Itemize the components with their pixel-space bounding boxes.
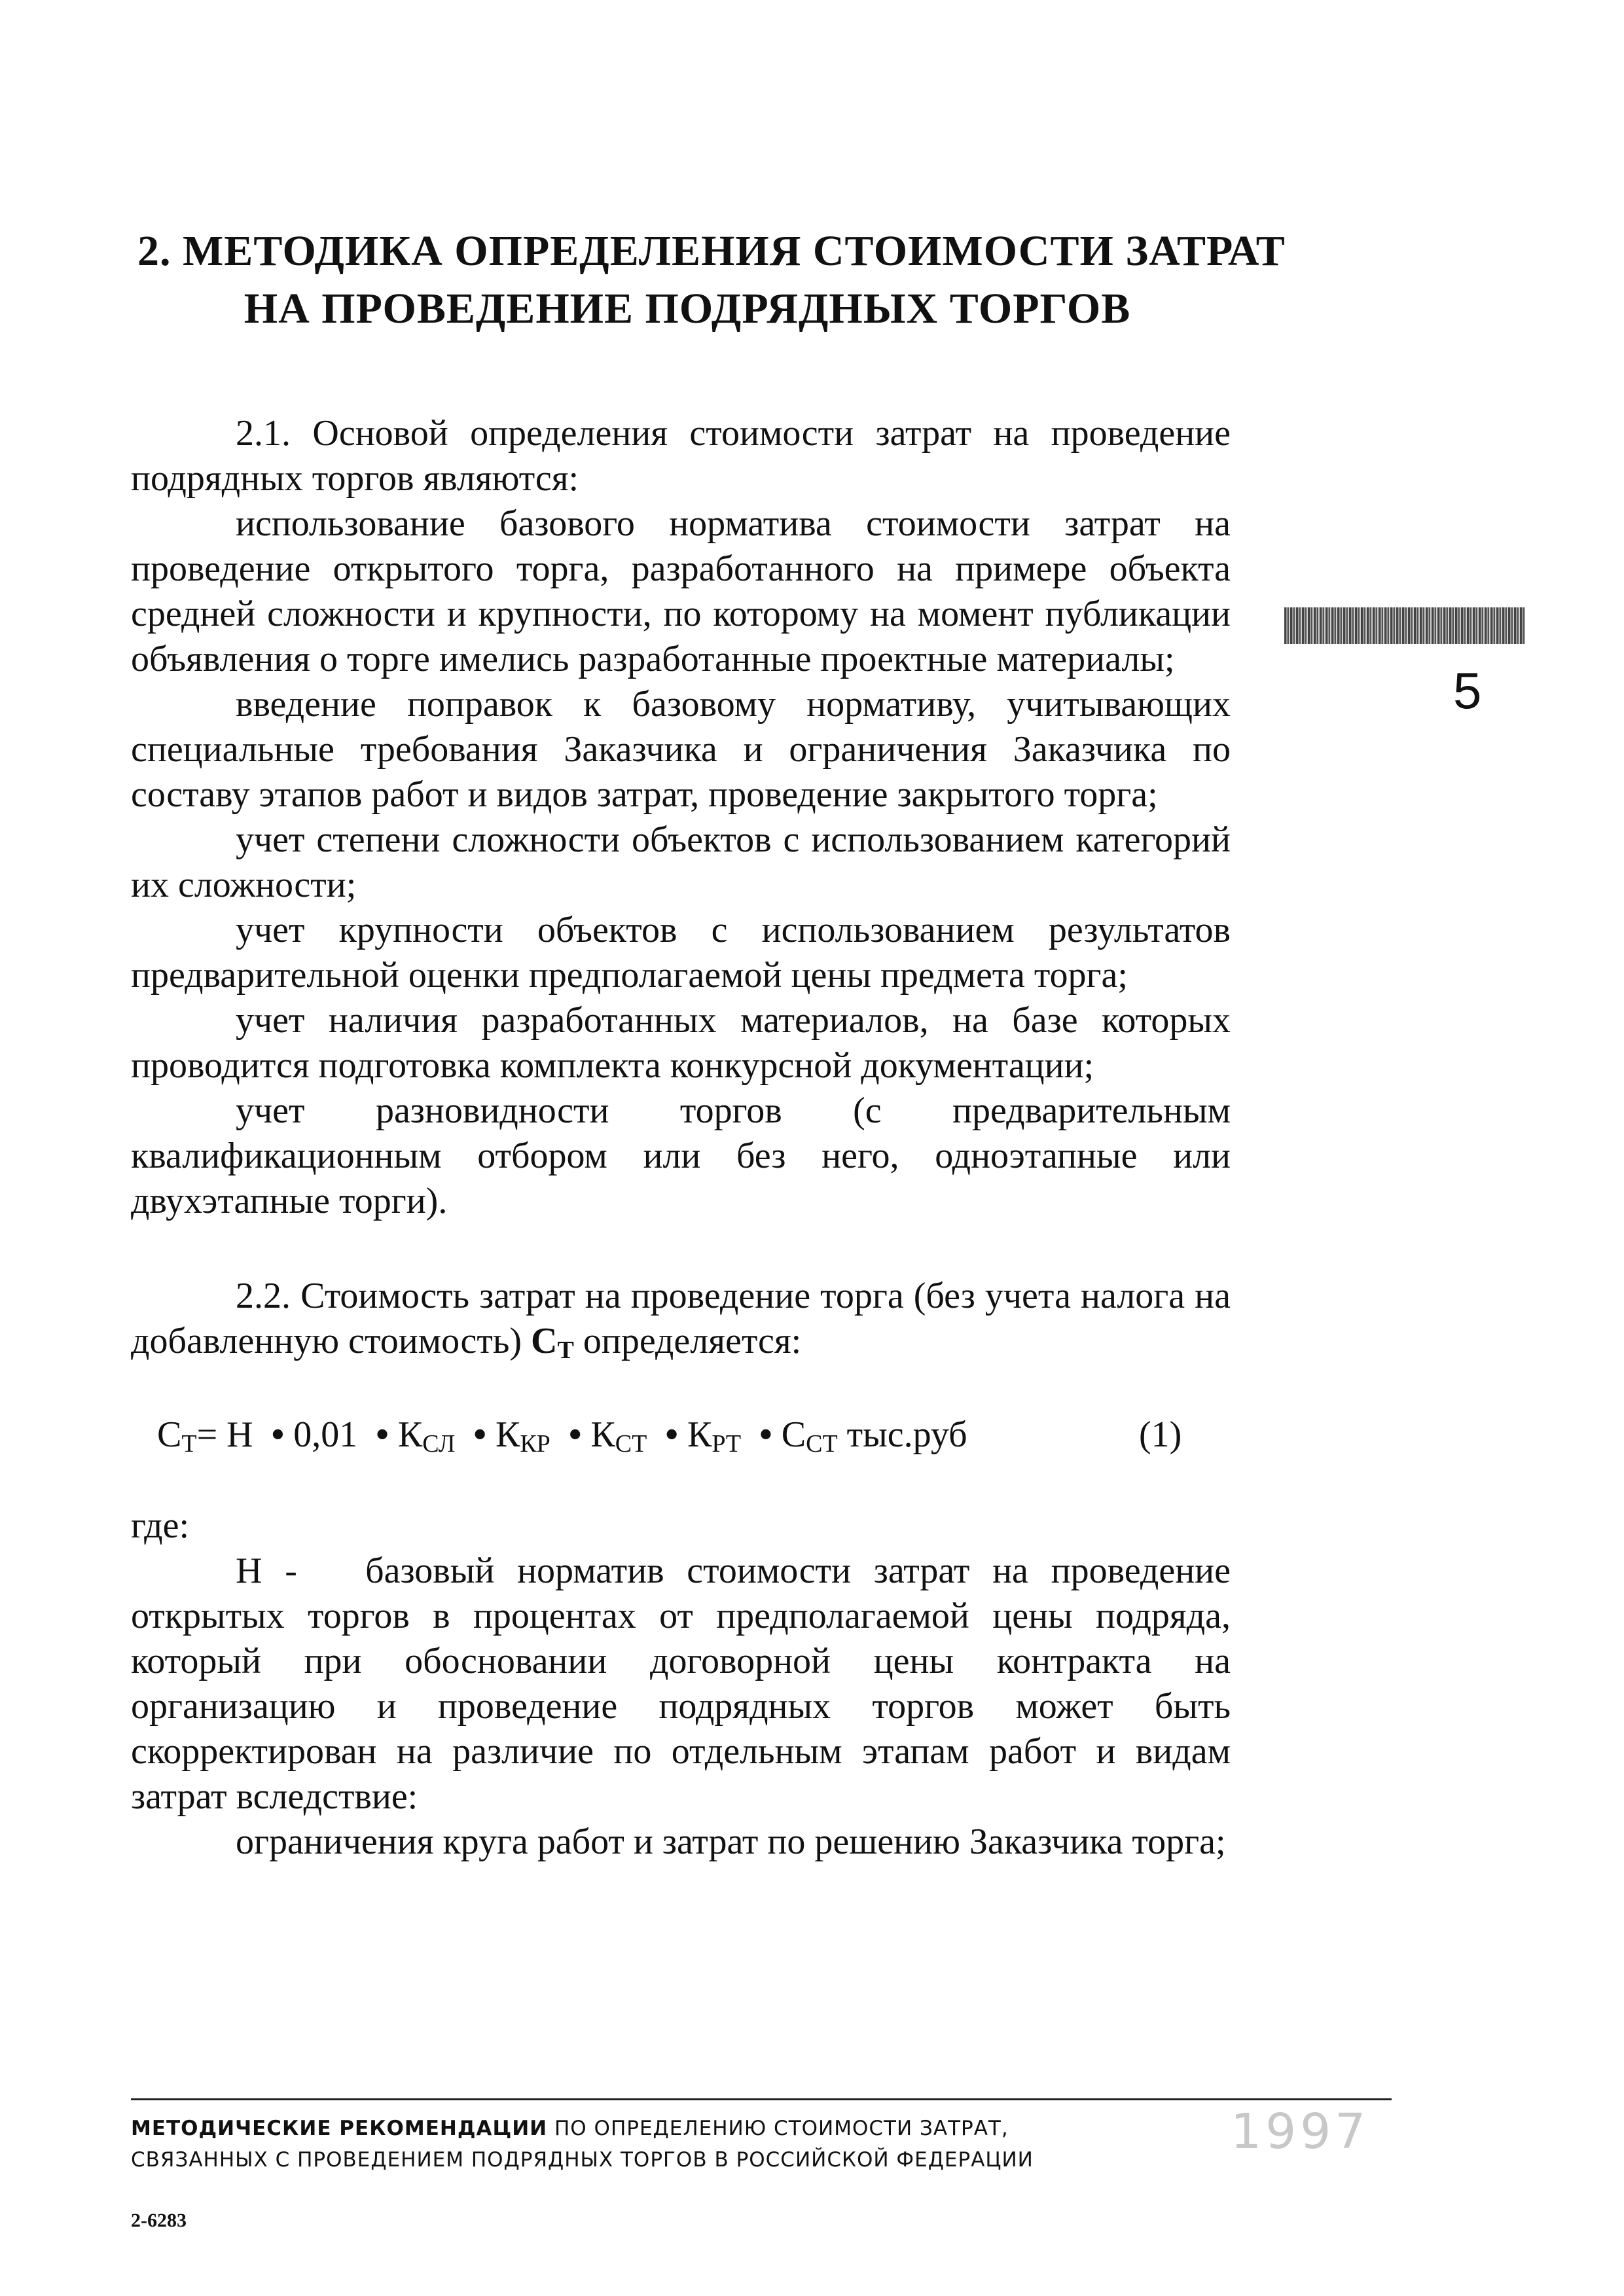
- definition-h: [131, 1549, 1231, 1820]
- heading-line-1: 2. МЕТОДИКА ОПРЕДЕЛЕНИЯ СТОИМОСТИ ЗАТРАТ: [137, 227, 1286, 275]
- list-item-tender-type: учет разновидности торгов (с предварительным квалификационным отбором или без него, одноэтапные или двухэтапные торги).: [131, 1090, 1231, 1221]
- list-item-size: учет крупности объектов с использованием результатов предварительной оценки предполагаемой цены предмета торга;: [131, 910, 1231, 996]
- footer-title-rest: ПО ОПРЕДЕЛЕНИЮ СТОИМОСТИ ЗАТРАТ,: [547, 2117, 1009, 2140]
- formula-unit: тыс.руб: [846, 1414, 967, 1455]
- formula-number: (1): [1139, 1414, 1182, 1455]
- formula-lhs-sub: Т: [181, 1430, 197, 1458]
- list-item-materials: учет наличия разработанных материалов, на базе которых проводится подготовка комплекта конкурсной документации;: [131, 1000, 1231, 1086]
- paragraph-2-1-intro: 2.1. Основой определения стоимости затрат на проведение подрядных торгов являются:: [131, 413, 1231, 499]
- list-item-corrections: введение поправок к базовому нормативу, учитывающих специальные требования Заказчика и ограничения Заказчика по составу этапов работ и видов затрат, проведение закрытого торга;: [131, 684, 1231, 815]
- formula-dot: •: [665, 1414, 678, 1455]
- heading-line-2: НА ПРОВЕДЕНИЕ ПОДРЯДНЫХ ТОРГОВ: [244, 285, 1131, 332]
- formula-eq: = Н: [196, 1414, 253, 1455]
- formula-c-st-sub: СТ: [806, 1430, 838, 1458]
- formula-dot: •: [473, 1414, 486, 1455]
- formula-factor: 0,01: [293, 1414, 358, 1455]
- page-number: 5: [1453, 662, 1482, 719]
- formula-k-rt: К: [687, 1414, 712, 1455]
- footer: [131, 2113, 1178, 2176]
- list-item-limitations: ограничения круга работ и затрат по решению Заказчика торга;: [236, 1821, 1226, 1862]
- intro-text: 2.2. Стоимость затрат на проведение торга (без учета налога на добавленную стоимость): [131, 1276, 1231, 1361]
- formula-c-st: C: [781, 1414, 806, 1455]
- intro-symbol: C: [531, 1321, 558, 1361]
- document-body: [131, 411, 1231, 1865]
- formula-lhs: C: [157, 1414, 182, 1455]
- definition-h-text: базовый норматив стоимости затрат на проведение открытых торгов в процентах от предполагаемой цены подряда, который при обосновании договорной цены контракта на организацию и проведение подрядных торгов может быть скорректирован на различие по отдельным этапам работ и видам затрат вследствие:: [131, 1551, 1231, 1817]
- footer-year-watermark: 1997: [1231, 2104, 1370, 2160]
- footer-bold-title: МЕТОДИЧЕСКИЕ РЕКОМЕНДАЦИИ: [131, 2117, 548, 2140]
- formula-k-sl-sub: СЛ: [422, 1430, 456, 1458]
- document-code: 2-6283: [131, 2210, 187, 2231]
- list-item-base-norm: использование базового норматива стоимости затрат на проведение открытого торга, разработанного на примере объекта средней сложности и крупности, по которому на момент публикации объявления о торге имелись разработанные проектные материалы;: [131, 503, 1231, 679]
- paragraph-2-2-intro: [131, 1274, 1231, 1373]
- formula-k-sl: К: [397, 1414, 423, 1455]
- formula-k-st: К: [590, 1414, 615, 1455]
- formula-dot: •: [759, 1414, 772, 1455]
- cost-formula: [131, 1412, 1231, 1467]
- formula-dot: •: [376, 1414, 389, 1455]
- formula-k-st-sub: СТ: [615, 1430, 647, 1458]
- intro-tail: определяется:: [583, 1321, 802, 1361]
- definition-h-label: Н -: [236, 1551, 297, 1591]
- formula-k-kr-sub: КР: [520, 1430, 550, 1458]
- footer-line-1: [131, 2113, 1178, 2144]
- margin-tab-marker: [1284, 607, 1525, 644]
- formula-dot: •: [271, 1414, 285, 1455]
- formula-k-rt-sub: РТ: [712, 1430, 742, 1458]
- formula-k-kr: К: [495, 1414, 520, 1455]
- footer-rule: [131, 2098, 1392, 2100]
- where-label: где:: [131, 1505, 190, 1546]
- intro-symbol-sub: Т: [557, 1336, 574, 1364]
- footer-line-2: СВЯЗАННЫХ С ПРОВЕДЕНИЕМ ПОДРЯДНЫХ ТОРГОВ В РОССИЙСКОЙ ФЕДЕРАЦИИ: [131, 2148, 1034, 2172]
- formula-dot: •: [568, 1414, 582, 1455]
- section-heading: [137, 223, 1286, 338]
- list-item-complexity: учет степени сложности объектов с использованием категорий их сложности;: [131, 819, 1231, 905]
